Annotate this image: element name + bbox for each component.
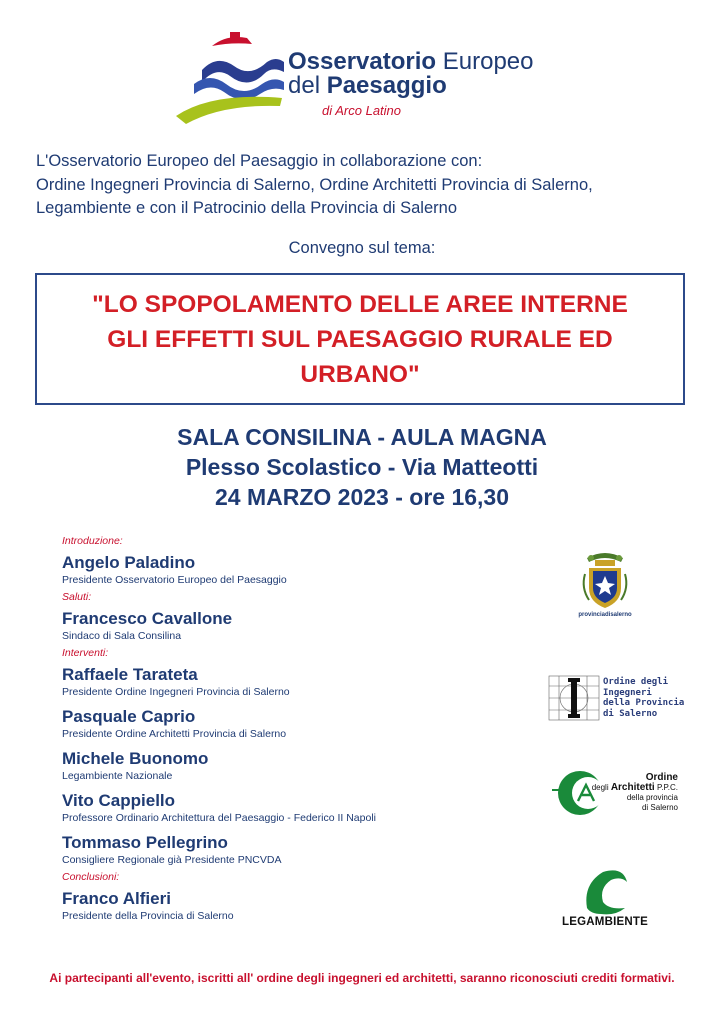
arch-text-2b: Architetti (610, 782, 655, 793)
section-label-interventi: Interventi: (62, 647, 109, 659)
provincia-salerno-logo (577, 548, 633, 620)
speaker-role: Consigliere Regionale già Presidente PNCVDA (62, 854, 282, 866)
provincia-logo-text: provinciadisalerno (578, 612, 632, 618)
title-line-2: GLI EFFETTI SUL PAESAGGIO RURALE ED (107, 325, 613, 353)
convegno-label: Convegno sul tema: (288, 239, 436, 257)
ing-text-1: Ordine degli (603, 677, 669, 687)
logo-subtitle: di Arco Latino (322, 103, 402, 118)
speaker-role: Presidente Osservatorio Europeo del Paesaggio (62, 574, 287, 586)
intro-line-2: Ordine Ingegneri Provincia di Salerno, Ordine Architetti Provincia di Salerno, (36, 175, 593, 194)
intro-text (36, 150, 696, 221)
arch-text-4: di Salerno (641, 803, 678, 812)
arch-text-3: della provincia (626, 793, 678, 802)
ingegneri-mark-icon (547, 674, 601, 722)
section-label-saluti: Saluti: (62, 591, 92, 603)
intro-line-3: Legambiente e con il Patrocinio della Provincia di Salerno (36, 199, 457, 217)
ordine-ingegneri-logo (547, 674, 697, 722)
swan-leaf-icon (553, 868, 657, 916)
venue-block (0, 422, 724, 512)
venue-line-2: Plesso Scolastico - Via Matteotti (185, 454, 539, 480)
speaker-name: Franco Alfieri (62, 889, 171, 908)
title-box (35, 273, 685, 405)
ing-text-2: Ingegneri (603, 687, 652, 698)
venue-line-1: SALA CONSILINA - AULA MAGNA (177, 424, 547, 450)
speaker-name: Tommaso Pellegrino (62, 833, 228, 852)
ing-text-4: di Salerno (603, 708, 658, 719)
arch-text-2c: P.P.C. (654, 783, 678, 792)
footer-note: Ai partecipanti all'evento, iscritti all' ordine degli ingegneri ed architetti, saranno riconosciuti crediti formativi. (49, 971, 675, 985)
intro-line-1: L'Osservatorio Europeo del Paesaggio in collaborazione con: (36, 152, 483, 170)
logo-text-bold-2: Paesaggio (326, 72, 447, 99)
logo-text-rest-2: del (288, 72, 327, 99)
speaker-role: Presidente Ordine Ingegneri Provincia di Salerno (62, 686, 290, 698)
arch-text-1: Ordine (645, 772, 678, 783)
title-line-3: URBANO" (300, 360, 420, 388)
speaker-name: Angelo Paladino (62, 553, 196, 572)
arch-text-2a: degli (591, 783, 611, 792)
ordine-architetti-logo (548, 768, 708, 818)
speaker-name: Vito Cappiello (62, 791, 176, 810)
program-list (62, 534, 542, 926)
osservatorio-logo (172, 32, 572, 132)
landscape-logo-icon (172, 32, 292, 132)
title-line-1: "LO SPOPOLAMENTO DELLE AREE INTERNE (92, 290, 628, 318)
section-label-introduzione: Introduzione: (62, 535, 123, 547)
event-title (40, 287, 680, 392)
logo-text-bold-1: Osservatorio (288, 48, 437, 75)
speaker-name: Pasquale Caprio (62, 707, 196, 726)
speaker-role: Sindaco di Sala Consilina (62, 630, 182, 642)
speaker-role: Presidente della Provincia di Salerno (62, 910, 234, 922)
legambiente-text: LEGAMBIENTE (562, 916, 648, 928)
speaker-role: Legambiente Nazionale (62, 770, 173, 782)
coat-of-arms-icon (577, 548, 633, 614)
speaker-role: Professore Ordinario Architettura del Paesaggio - Federico II Napoli (62, 812, 376, 824)
speaker-name: Raffaele Tarateta (62, 665, 198, 684)
speaker-name: Michele Buonomo (62, 749, 209, 768)
section-label-conclusioni: Conclusioni: (62, 871, 120, 883)
ing-text-3: della Provincia (603, 698, 685, 708)
speaker-name: Francesco Cavallone (62, 609, 233, 628)
legambiente-logo (553, 868, 657, 932)
logo-text-rest-1: Europeo (436, 48, 534, 75)
speaker-role: Presidente Ordine Architetti Provincia di Salerno (62, 728, 287, 740)
venue-line-3: 24 MARZO 2023 - ore 16,30 (214, 484, 510, 510)
